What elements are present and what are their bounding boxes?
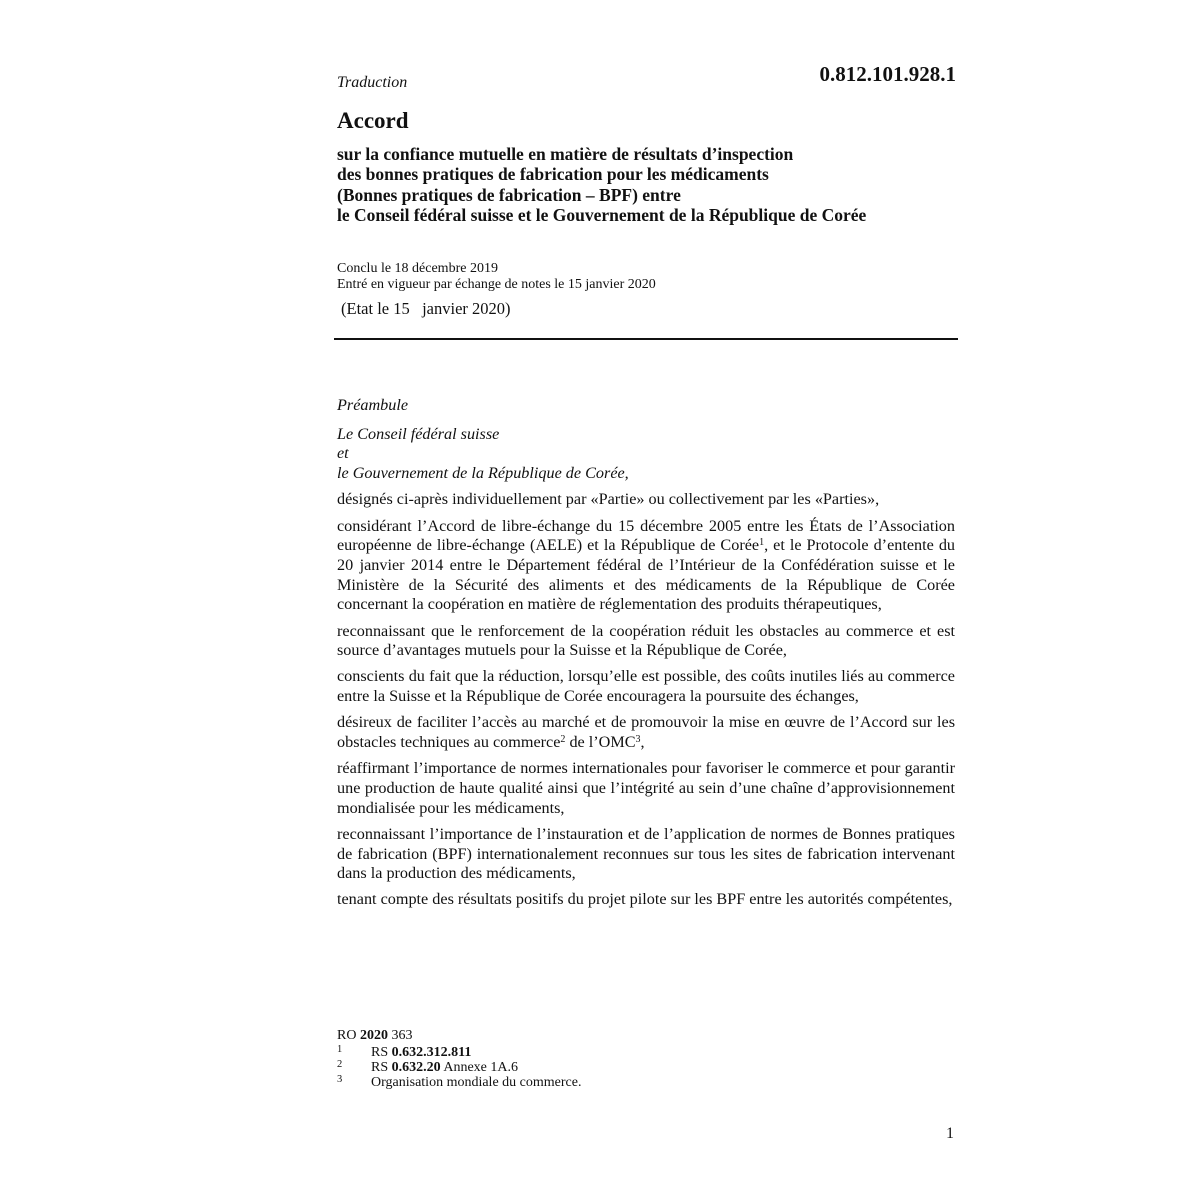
header-divider — [334, 338, 958, 340]
footnote-rest: Organisation mondiale du commerce. — [371, 1075, 582, 1090]
footnote-number: 1 — [337, 1044, 343, 1055]
paragraph-text: , et le Protocole d’entente du 20 janvier 2014 entre le Département fédéral de l’Intérieur de la Confédération suisse et le Ministère de la Sécurité des aliments et des médicaments de la République de Corée concernant la coopération en matière de réglementation des produits thérapeutiques, — [337, 536, 956, 614]
subtitle-line: (Bonnes pratiques de fabrication – BPF) entre — [337, 184, 681, 205]
concluded-date: Conclu le 18 décembre 2019 — [337, 261, 498, 276]
footnote-text — [371, 1060, 518, 1075]
preamble-body — [337, 396, 955, 917]
ro-year: 2020 — [359, 1028, 388, 1043]
party-korea: le Gouvernement de la République de Corée, — [337, 464, 629, 483]
translation-label: Traduction — [337, 74, 408, 91]
preamble-paragraph: reconnaissant l’importance de l’instauration et de l’application de normes de Bonnes pratiques de fabrication (BPF) internationalement reconnues sur tous les sites de fabrication intervenant dans la production des médicaments, — [337, 824, 955, 883]
paragraph-text: considérant l’Accord de libre-échange du 15 décembre 2005 entre les États de l’Association européenne de libre-échange (AELE) et la République de Corée — [337, 516, 955, 555]
subtitle-line: sur la confiance mutuelle en matière de résultats d’inspection — [337, 144, 794, 164]
ro-prefix: RO — [337, 1028, 360, 1043]
subtitle-line: le Conseil fédéral suisse et le Gouvernement de la République de Corée — [337, 204, 867, 225]
preamble-paragraph: reconnaissant que le renforcement de la coopération réduit les obstacles au commerce et est source d’avantages mutuels pour la Suisse et la République de Corée, — [337, 621, 955, 660]
footnote-prefix: RS — [371, 1045, 392, 1060]
footnote — [337, 1060, 581, 1075]
footnote-rest: Annexe 1A.6 — [440, 1060, 519, 1075]
footnote-text — [371, 1075, 581, 1090]
party-swiss: Le Conseil fédéral suisse — [337, 424, 500, 443]
footnote-text — [371, 1045, 471, 1060]
preamble-paragraph — [337, 517, 955, 616]
document-subtitle — [337, 144, 977, 225]
footnote-ref: 1 — [759, 537, 765, 549]
in-force-date: Entré en vigueur par échange de notes le 15 janvier 2020 — [337, 276, 656, 292]
paragraph-text: , — [640, 733, 645, 752]
ro-reference — [337, 1028, 581, 1043]
preamble-paragraph: tenant compte des résultats positifs du projet pilote sur les BPF entre les autorités compétentes, — [337, 890, 953, 909]
footnote-number: 2 — [337, 1059, 343, 1070]
footnote-ref: 2 — [560, 734, 566, 746]
footnote — [337, 1045, 581, 1060]
preamble-paragraph — [337, 713, 955, 752]
preamble-heading: Préambule — [337, 396, 409, 414]
preamble-paragraph: désignés ci-après individuellement par «Partie» ou collectivement par les «Parties», — [337, 490, 880, 509]
footnote-ref: 3 — [635, 734, 641, 746]
footnotes — [337, 1028, 581, 1090]
status-date: (Etat le 15 janvier 2020) — [341, 299, 511, 318]
footnote-ref-number: 0.632.20 — [391, 1060, 441, 1075]
document-title: Accord — [337, 108, 409, 133]
paragraph-text: de l’OMC — [565, 733, 636, 752]
footnote — [337, 1075, 581, 1090]
preamble-paragraph: réaffirmant l’importance de normes internationales pour favoriser le commerce et pour garantir une production de haute qualité ainsi que l’intégrité au sein d’une chaîne d’approvisionnement mondialisée pour les médicaments, — [337, 759, 955, 817]
footnote-number: 3 — [337, 1074, 343, 1085]
paragraph-text: désireux de faciliter l’accès au marché et de promouvoir la mise en œuvre de l’Accord sur les obstacles techniques au commerce — [337, 713, 955, 752]
ro-page: 363 — [387, 1028, 413, 1043]
footnote-prefix: RS — [371, 1060, 392, 1075]
party-conjunction: et — [337, 444, 349, 463]
page-number: 1 — [946, 1125, 954, 1142]
preamble-paragraph: conscients du fait que la réduction, lorsqu’elle est possible, des coûts inutiles liés au commerce entre la Suisse et la République de Corée encouragera la poursuite des échanges, — [337, 667, 955, 706]
document-meta — [337, 261, 656, 292]
subtitle-line: des bonnes pratiques de fabrication pour les médicaments — [337, 164, 769, 185]
footnote-ref-number: 0.632.312.811 — [391, 1045, 472, 1060]
sr-number: 0.812.101.928.1 — [819, 62, 956, 86]
